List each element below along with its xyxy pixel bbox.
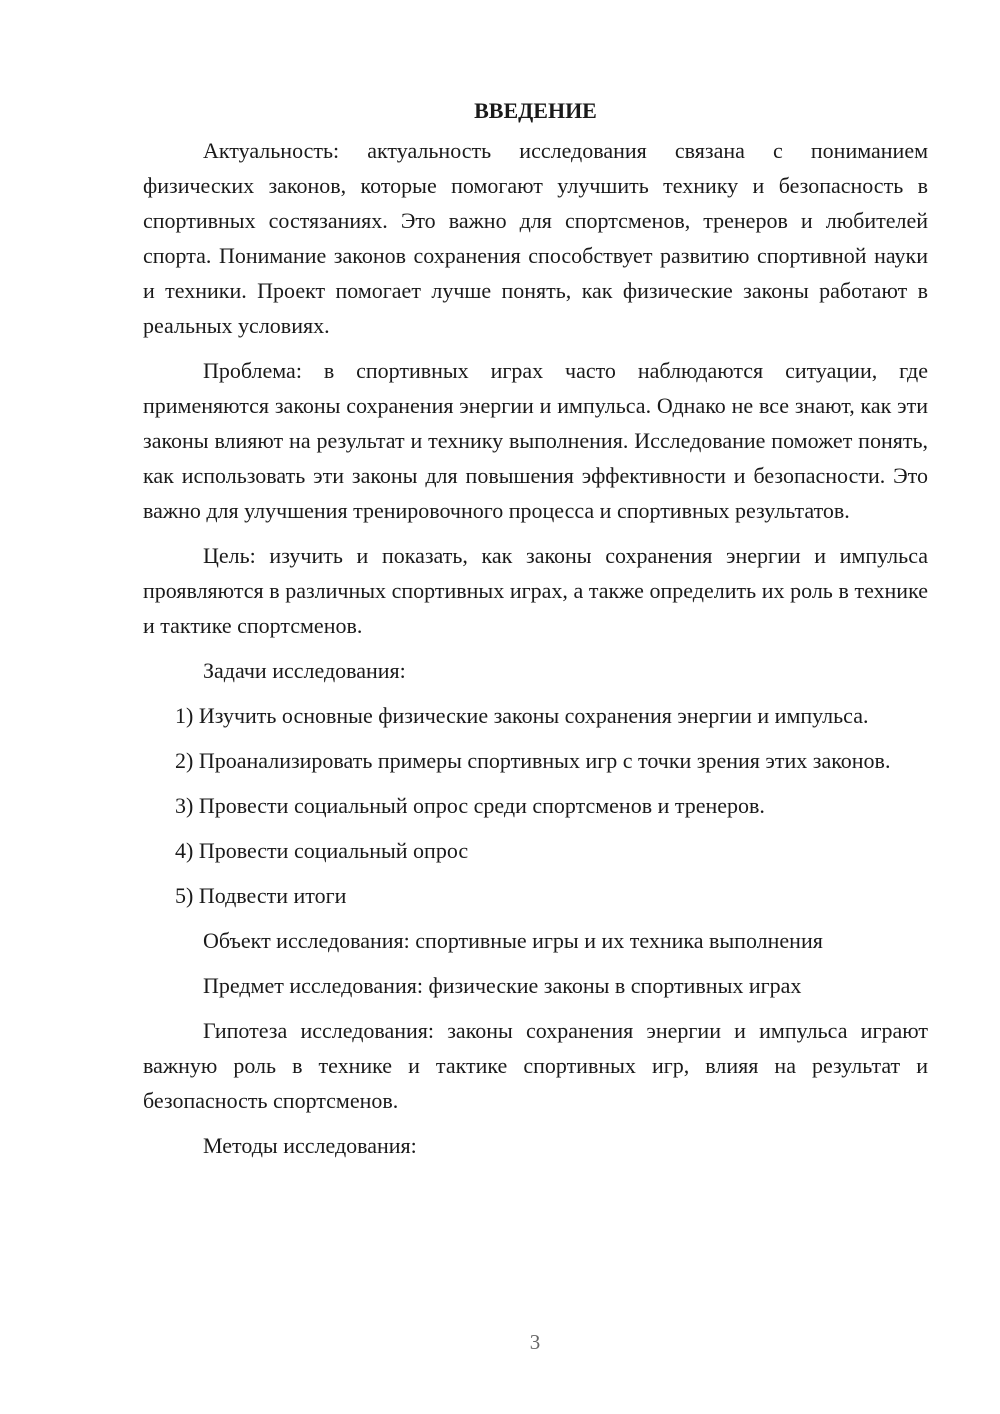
section-title: ВВЕДЕНИЕ bbox=[474, 98, 597, 123]
paragraph-object: Объект исследования: спортивные игры и их техника выполнения bbox=[203, 928, 823, 953]
task-item-4: 4) Провести социальный опрос bbox=[175, 838, 469, 863]
paragraph-tasks-heading: Задачи исследования: bbox=[203, 658, 406, 683]
task-item-1: 1) Изучить основные физические законы сохранения энергии и импульса. bbox=[175, 703, 869, 728]
task-item-5: 5) Подвести итоги bbox=[175, 883, 347, 908]
paragraph-subject: Предмет исследования: физические законы в спортивных играх bbox=[203, 973, 802, 998]
page-number: 3 bbox=[529, 1330, 541, 1354]
paragraph-relevance: Актуальность: актуальность исследования связана с пониманием физических законов, которые помогают улучшить технику и безопасность в спортивных состязаниях. Это важно для спортсменов, тренеров и любителей спорта. Понимание законов сохранения способствует развитию спортивной науки и техники. Проект помогает лучше понять, как физические законы работают в реальных условиях. bbox=[143, 138, 928, 338]
paragraph-goal: Цель: изучить и показать, как законы сохранения энергии и импульса проявляются в различных спортивных играх, а также определить их роль в технике и тактике спортсменов. bbox=[143, 543, 928, 638]
paragraph-hypothesis: Гипотеза исследования: законы сохранения энергии и импульса играют важную роль в технике и тактике спортивных игр, влияя на результат и безопасность спортсменов. bbox=[143, 1018, 928, 1113]
paragraph-problem: Проблема: в спортивных играх часто наблюдаются ситуации, где применяются законы сохранения энергии и импульса. Однако не все знают, как эти законы влияют на результат и технику выполнения. Исследование поможет понять, как использовать эти законы для повышения эффективности и безопасности. Это важно для улучшения тренировочного процесса и спортивных результатов. bbox=[143, 358, 928, 523]
task-item-2: 2) Проанализировать примеры спортивных игр с точки зрения этих законов. bbox=[175, 748, 891, 773]
paragraph-methods: Методы исследования: bbox=[203, 1133, 417, 1158]
task-item-3: 3) Провести социальный опрос среди спортсменов и тренеров. bbox=[175, 793, 765, 818]
document-page bbox=[143, 95, 928, 1173]
